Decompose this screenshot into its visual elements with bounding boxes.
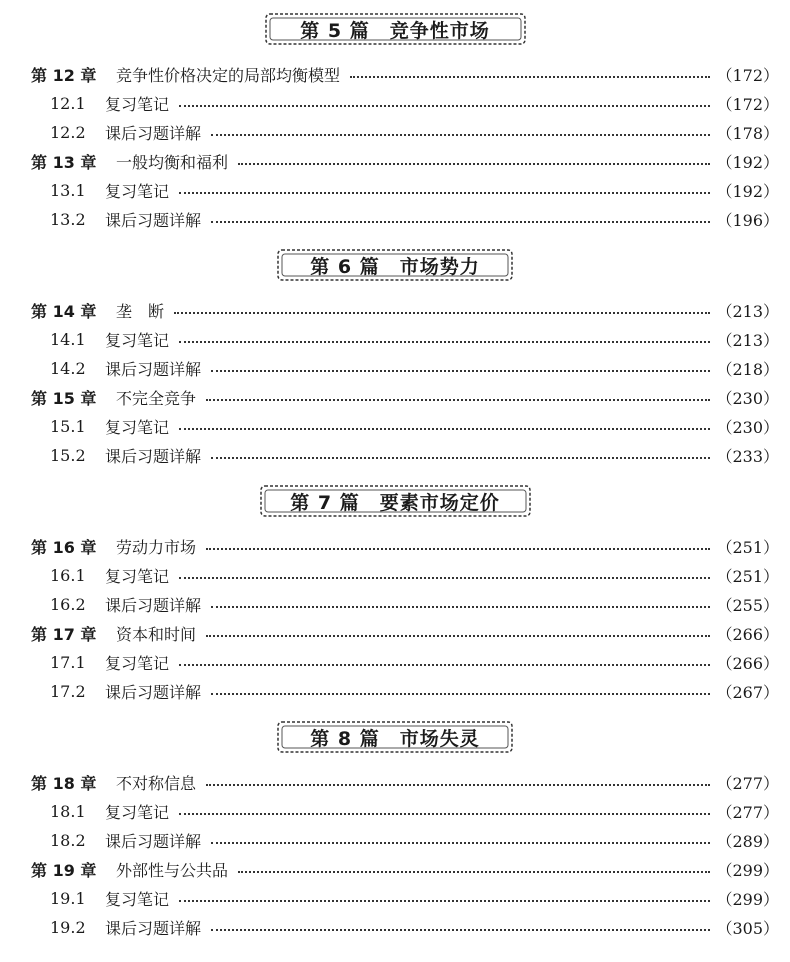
decorative-frame	[258, 483, 533, 519]
decorative-frame	[263, 11, 528, 47]
section-title: 复习笔记	[105, 566, 170, 586]
section-number: 15.1	[50, 416, 86, 436]
dot-leader	[179, 813, 710, 815]
section-title: 复习笔记	[105, 330, 170, 350]
toc-chapter-entry[interactable]	[31, 532, 779, 560]
chapter-number: 第 13 章	[31, 152, 97, 172]
part-heading	[0, 240, 790, 290]
part-heading	[0, 476, 790, 526]
chapter-title: 不完全竞争	[116, 388, 197, 408]
dot-leader	[211, 693, 710, 695]
dot-leader	[238, 871, 710, 873]
page-number: （305）	[716, 918, 779, 938]
section-number: 19.1	[50, 888, 86, 908]
section-number: 14.1	[50, 329, 86, 349]
part-title: 第 5 篇 竞争性市场	[300, 19, 490, 42]
dot-leader	[350, 76, 710, 78]
section-title: 复习笔记	[105, 802, 170, 822]
dot-leader	[206, 548, 710, 550]
section-number: 12.2	[50, 122, 86, 142]
section-number: 16.2	[50, 594, 86, 614]
section-title: 课后习题详解	[105, 831, 202, 851]
page-number: （251）	[716, 537, 779, 557]
page-number: （233）	[716, 446, 779, 466]
toc-section-entry[interactable]	[31, 325, 779, 353]
dot-leader	[238, 163, 710, 165]
chapter-number: 第 12 章	[31, 65, 97, 85]
page-number: （213）	[716, 301, 779, 321]
section-number: 12.1	[50, 93, 86, 113]
toc-section-entry[interactable]	[31, 176, 779, 204]
chapter-title: 垄 断	[116, 301, 165, 321]
page-number: （299）	[716, 860, 779, 880]
toc-section-entry[interactable]	[31, 205, 779, 233]
chapter-title: 竞争性价格决定的局部均衡模型	[116, 65, 341, 85]
part-heading	[0, 4, 790, 54]
page-number: （172）	[716, 65, 779, 85]
dot-leader	[206, 399, 710, 401]
toc-section-entry[interactable]	[31, 354, 779, 382]
dot-leader	[179, 900, 710, 902]
decorative-frame	[275, 719, 515, 755]
page-number: （289）	[716, 831, 779, 851]
section-title: 课后习题详解	[105, 595, 202, 615]
section-number: 16.1	[50, 565, 86, 585]
page-number: （277）	[716, 802, 779, 822]
section-title: 课后习题详解	[105, 682, 202, 702]
chapter-number: 第 15 章	[31, 388, 97, 408]
page-number: （192）	[716, 181, 779, 201]
page-number: （178）	[716, 123, 779, 143]
section-number: 17.1	[50, 652, 86, 672]
chapter-number: 第 18 章	[31, 773, 97, 793]
page-number: （267）	[716, 682, 779, 702]
chapter-number: 第 14 章	[31, 301, 97, 321]
section-title: 课后习题详解	[105, 210, 202, 230]
section-number: 13.1	[50, 180, 86, 200]
dot-leader	[179, 428, 710, 430]
toc-chapter-entry[interactable]	[31, 383, 779, 411]
dot-leader	[179, 664, 710, 666]
toc-chapter-entry[interactable]	[31, 60, 779, 88]
page-number: （299）	[716, 889, 779, 909]
section-title: 复习笔记	[105, 653, 170, 673]
dot-leader	[211, 929, 710, 931]
part-heading	[0, 712, 790, 762]
dot-leader	[211, 606, 710, 608]
toc-section-entry[interactable]	[31, 913, 779, 941]
section-number: 14.2	[50, 358, 86, 378]
section-number: 15.2	[50, 445, 86, 465]
page-number: （266）	[716, 653, 779, 673]
dot-leader	[206, 784, 710, 786]
chapter-number: 第 19 章	[31, 860, 97, 880]
dot-leader	[179, 192, 710, 194]
section-number: 18.2	[50, 830, 86, 850]
section-title: 复习笔记	[105, 889, 170, 909]
chapter-number: 第 17 章	[31, 624, 97, 644]
part-title: 第 8 篇 市场失灵	[310, 727, 480, 750]
toc-section-entry[interactable]	[31, 561, 779, 589]
toc-section-entry[interactable]	[31, 89, 779, 117]
dot-leader	[211, 370, 710, 372]
part-title: 第 6 篇 市场势力	[310, 255, 480, 278]
toc-chapter-entry[interactable]	[31, 147, 779, 175]
dot-leader	[179, 105, 710, 107]
decorative-frame	[275, 247, 515, 283]
toc-section-entry[interactable]	[31, 826, 779, 854]
page-number: （218）	[716, 359, 779, 379]
page-number: （251）	[716, 566, 779, 586]
part-title: 第 7 篇 要素市场定价	[290, 491, 500, 514]
dot-leader	[211, 134, 710, 136]
page-number: （196）	[716, 210, 779, 230]
dot-leader	[206, 635, 710, 637]
section-title: 课后习题详解	[105, 446, 202, 466]
dot-leader	[179, 341, 710, 343]
toc-section-entry[interactable]	[31, 677, 779, 705]
toc-section-entry[interactable]	[31, 590, 779, 618]
section-title: 课后习题详解	[105, 359, 202, 379]
page-number: （266）	[716, 624, 779, 644]
page-number: （230）	[716, 388, 779, 408]
toc-section-entry[interactable]	[31, 441, 779, 469]
section-title: 复习笔记	[105, 417, 170, 437]
dot-leader	[174, 312, 710, 314]
toc-chapter-entry[interactable]	[31, 855, 779, 883]
dot-leader	[211, 842, 710, 844]
dot-leader	[211, 221, 710, 223]
toc-section-entry[interactable]	[31, 648, 779, 676]
dot-leader	[179, 577, 710, 579]
page-number: （213）	[716, 330, 779, 350]
chapter-title: 劳动力市场	[116, 537, 197, 557]
section-title: 课后习题详解	[105, 123, 202, 143]
toc-chapter-entry[interactable]	[31, 768, 779, 796]
section-title: 复习笔记	[105, 181, 170, 201]
chapter-title: 不对称信息	[116, 773, 197, 793]
section-number: 13.2	[50, 209, 86, 229]
toc-section-entry[interactable]	[31, 884, 779, 912]
toc-section-entry[interactable]	[31, 797, 779, 825]
section-number: 18.1	[50, 801, 86, 821]
toc-chapter-entry[interactable]	[31, 296, 779, 324]
page-number: （255）	[716, 595, 779, 615]
chapter-title: 资本和时间	[116, 624, 197, 644]
section-title: 课后习题详解	[105, 918, 202, 938]
chapter-title: 外部性与公共品	[116, 860, 229, 880]
toc-chapter-entry[interactable]	[31, 619, 779, 647]
page-number: （172）	[716, 94, 779, 114]
toc-section-entry[interactable]	[31, 412, 779, 440]
section-number: 17.2	[50, 681, 86, 701]
chapter-title: 一般均衡和福利	[116, 152, 229, 172]
page-number: （277）	[716, 773, 779, 793]
section-title: 复习笔记	[105, 94, 170, 114]
chapter-number: 第 16 章	[31, 537, 97, 557]
dot-leader	[211, 457, 710, 459]
page-number: （192）	[716, 152, 779, 172]
page-number: （230）	[716, 417, 779, 437]
toc-section-entry[interactable]	[31, 118, 779, 146]
section-number: 19.2	[50, 917, 86, 937]
